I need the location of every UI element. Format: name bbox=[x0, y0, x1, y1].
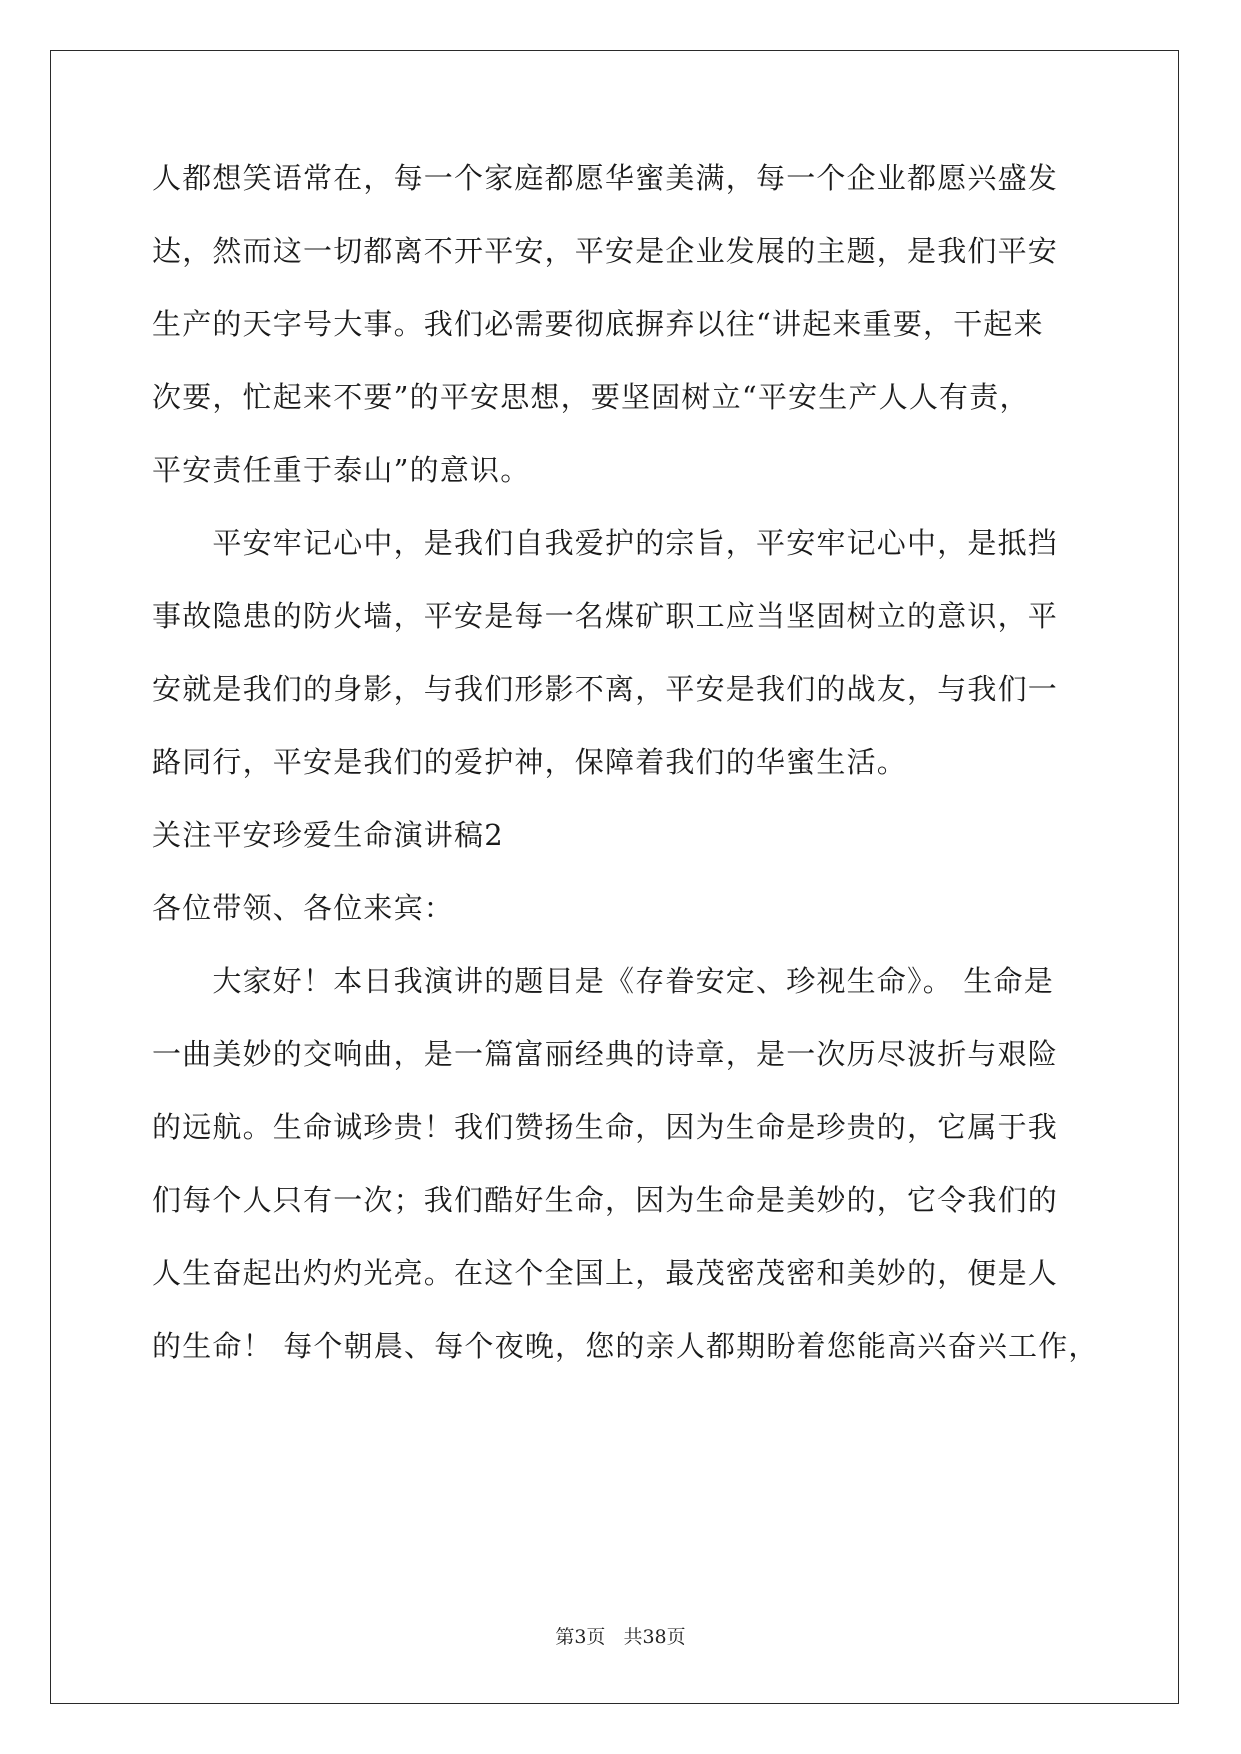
salutation: 各位带领、各位来宾： bbox=[152, 891, 455, 925]
text-line: 达，然而这一切都离不开平安，平安是企业发展的主题，是我们平安 bbox=[152, 234, 1059, 268]
text-line: 安就是我们的身影，与我们形影不离，平安是我们的战友，与我们一 bbox=[152, 672, 1059, 706]
text-line: 大家好！本日我演讲的题目是《存眷安定、珍视生命》。 生命是 bbox=[152, 964, 1054, 998]
text-line: 人都想笑语常在，每一个家庭都愿华蜜美满，每一个企业都愿兴盛发 bbox=[152, 161, 1059, 195]
text-line: 的远航。生命诚珍贵！我们赞扬生命，因为生命是珍贵的，它属于我 bbox=[152, 1110, 1059, 1144]
text-line: 的生命！ 每个朝晨、每个夜晚，您的亲人都期盼着您能高兴奋兴工作， bbox=[152, 1329, 1099, 1363]
text-line: 平安责任重于泰山”的意识。 bbox=[152, 453, 531, 487]
page-number: 第3页 bbox=[555, 1626, 606, 1648]
text-line: 事故隐患的防火墙，平安是每一名煤矿职工应当坚固树立的意识，平 bbox=[152, 599, 1059, 633]
text-line: 人生奋起出灼灼光亮。在这个全国上，最茂密茂密和美妙的，便是人 bbox=[152, 1256, 1059, 1290]
page-total: 共38页 bbox=[623, 1626, 686, 1648]
text-line: 一曲美妙的交响曲，是一篇富丽经典的诗章，是一次历尽波折与艰险 bbox=[152, 1037, 1059, 1071]
text-line: 们每个人只有一次；我们酷好生命，因为生命是美妙的，它令我们的 bbox=[152, 1183, 1059, 1217]
text-line: 生产的天字号大事。我们必需要彻底摒弃以往“讲起来重要，干起来 bbox=[152, 307, 1044, 341]
section-heading: 关注平安珍爱生命演讲稿2 bbox=[152, 818, 504, 852]
page-footer bbox=[0, 1622, 1241, 1649]
page-border bbox=[50, 50, 1179, 1704]
text-line: 次要，忙起来不要”的平安思想，要坚固树立“平安生产人人有责， bbox=[152, 380, 1030, 414]
text-line: 平安牢记心中，是我们自我爱护的宗旨，平安牢记心中，是抵挡 bbox=[152, 526, 1059, 560]
text-line: 路同行，平安是我们的爱护神，保障着我们的华蜜生活。 bbox=[152, 745, 908, 779]
